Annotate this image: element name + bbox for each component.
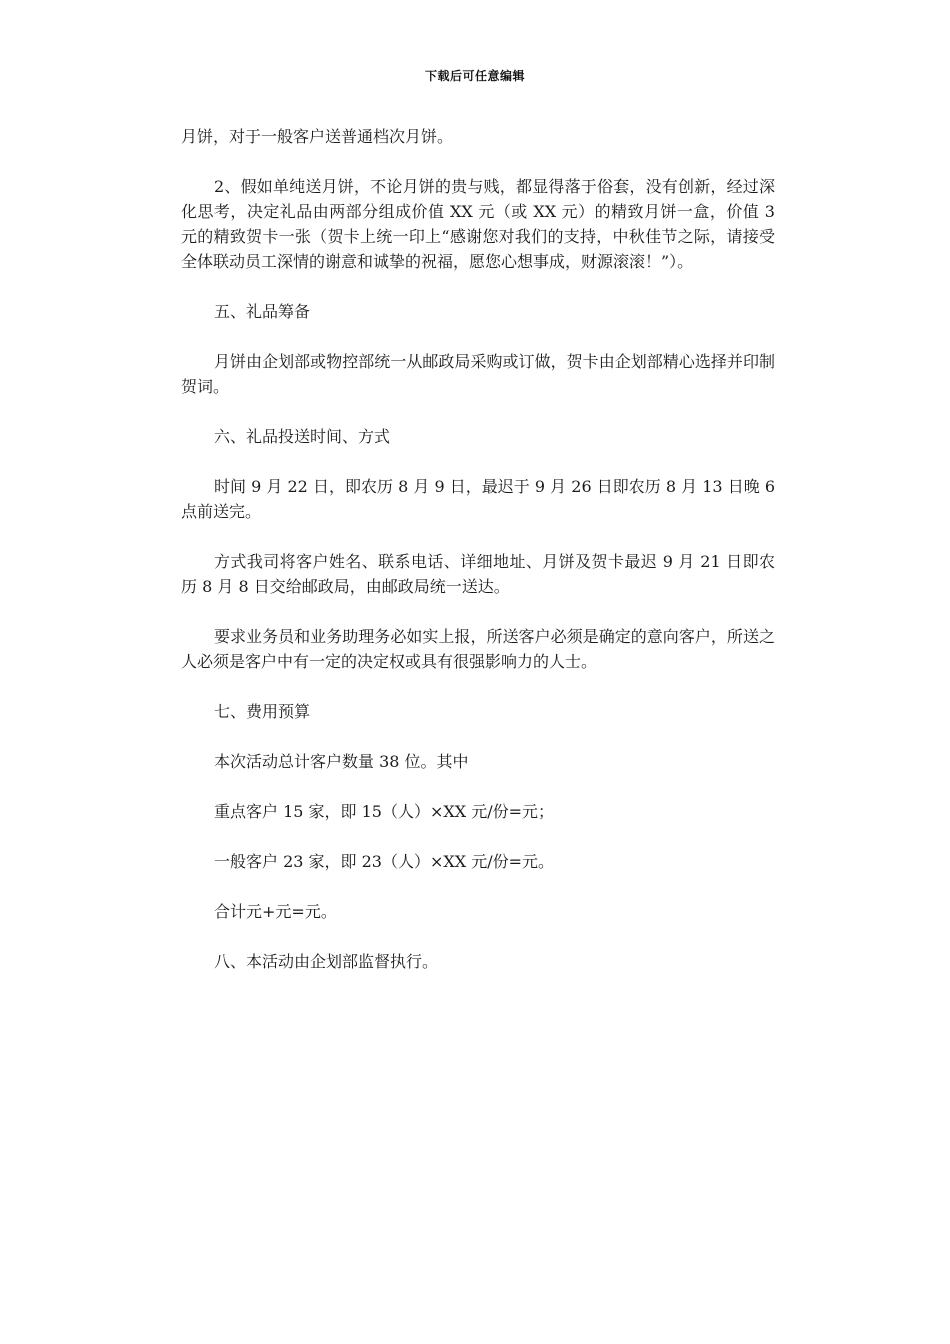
paragraph-gift-composition: 2、假如单纯送月饼，不论月饼的贵与贱，都显得落于俗套，没有创新，经过深化思考，决定礼品由两部分组成价值 XX 元（或 XX 元）的精致月饼一盒，价值 3 元的精致贺卡一张（贺卡上统一印上“感谢您对我们的支持，中秋佳节之际，请接受全体联动员工深情的谢意和诚挚的祝福，愿您心想事成，财源滚滚！”）。: [181, 177, 775, 271]
section-heading-gift-preparation: 五、礼品筹备: [214, 302, 311, 321]
paragraph-gift-preparation: 月饼由企划部或物控部统一从邮政局采购或订做，贺卡由企划部精心选择并印制贺词。: [181, 352, 775, 396]
section-heading-supervision: 八、本活动由企划部监督执行。: [214, 952, 439, 971]
paragraph-general-customers: 一般客户 23 家，即 23（人）×XX 元/份=元。: [214, 852, 555, 871]
paragraph-continuation: 月饼，对于一般客户送普通档次月饼。: [181, 127, 454, 146]
paragraph-key-customers: 重点客户 15 家，即 15（人）×XX 元/份=元；: [214, 802, 555, 821]
paragraph-delivery-time: 时间 9 月 22 日，即农历 8 月 9 日，最迟于 9 月 26 日即农历 8 月 13 日晚 6 点前送完。: [181, 477, 775, 521]
paragraph-customer-count: 本次活动总计客户数量 38 位。其中: [214, 752, 469, 771]
section-heading-budget: 七、费用预算: [214, 702, 311, 721]
section-heading-delivery: 六、礼品投送时间、方式: [214, 427, 391, 446]
paragraph-delivery-method: 方式我司将客户姓名、联系电话、详细地址、月饼及贺卡最迟 9 月 21 日即农历 8 月 8 日交给邮政局，由邮政局统一送达。: [181, 552, 775, 596]
paragraph-requirements: 要求业务员和业务助理务必如实上报，所送客户必须是确定的意向客户，所送之人必须是客户中有一定的决定权或具有很强影响力的人士。: [181, 627, 775, 671]
paragraph-total: 合计元+元=元。: [214, 902, 337, 921]
header-note: 下载后可任意编辑: [424, 69, 525, 83]
document-body: [181, 124, 775, 999]
